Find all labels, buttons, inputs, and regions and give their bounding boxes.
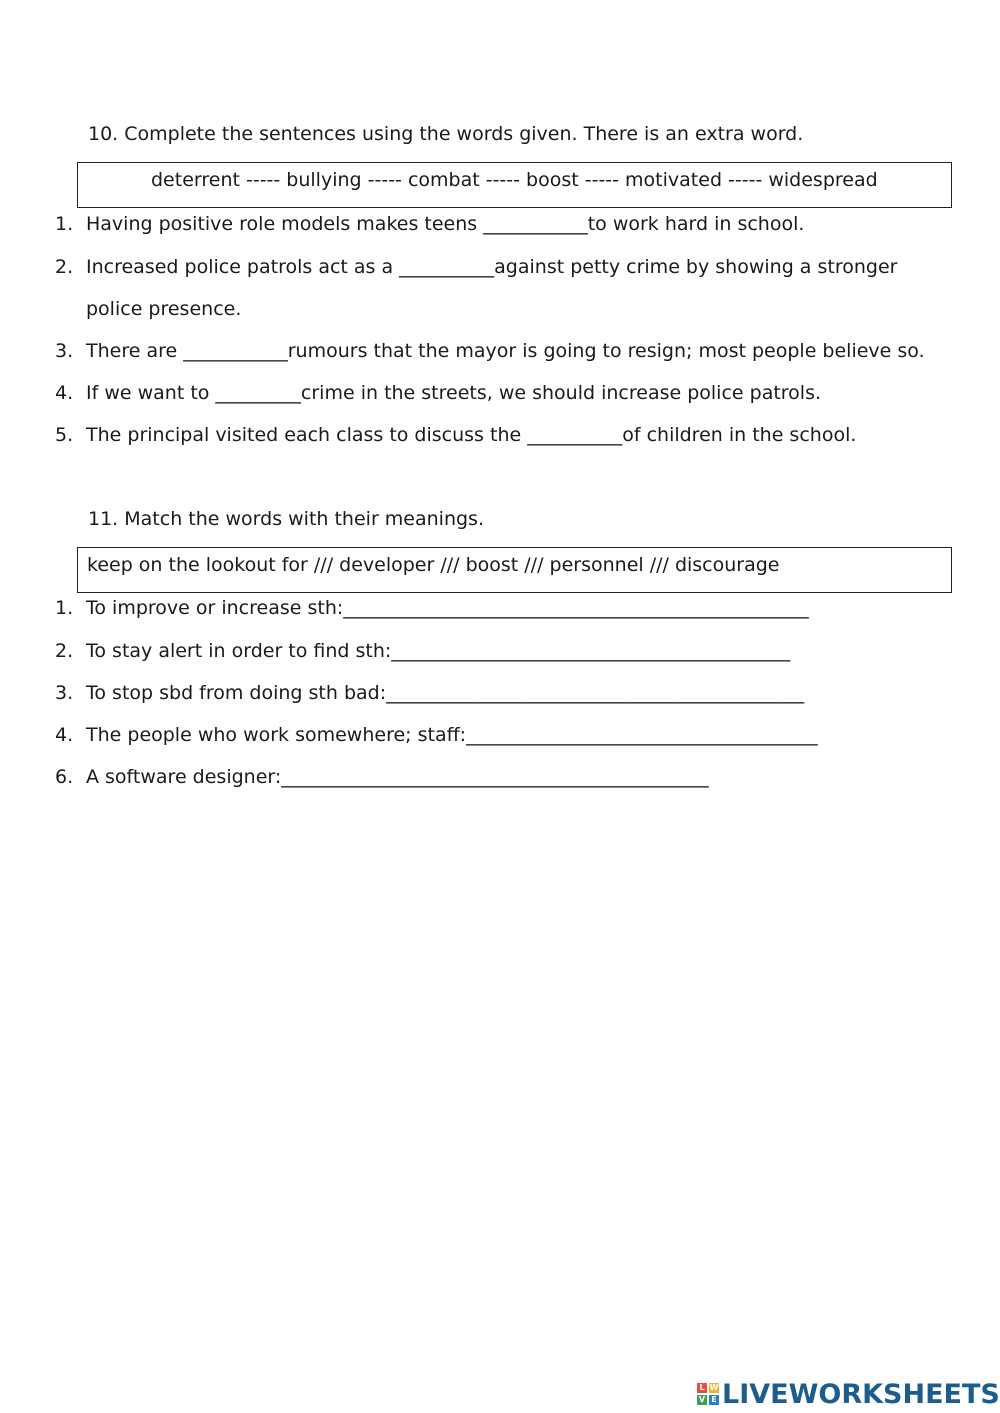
item-number: 3. [55,340,74,362]
item-text: The principal visited each class to discuss the __________of children in the school. [86,424,857,446]
section-11-instruction: 11. Match the words with their meanings. [88,508,484,530]
word-bank-text: deterrent ----- bullying ----- combat ----- boost ----- motivated ----- widespread [151,169,878,191]
logo-mark-icon [697,1383,719,1405]
item-number: 3. [55,682,74,704]
item-number: 1. [55,213,74,235]
item-number: 4. [55,724,74,746]
logo-text: LIVEWORKSHEETS [722,1378,1000,1410]
item-number: 2. [55,640,74,662]
item-text: If we want to _________crime in the streets, we should increase police patrols. [86,382,822,404]
item-text: police presence. [86,298,242,320]
item-text: To improve or increase sth:_________________________________________________ [86,597,809,619]
item-text: A software designer:_____________________________________________ [86,766,709,788]
section-11-word-bank [77,547,952,593]
item-text: There are ___________rumours that the mayor is going to resign; most people believe so. [86,340,925,362]
item-text: Having positive role models makes teens ___________to work hard in school. [86,213,805,235]
logo-mark-cell: L [697,1383,707,1393]
logo-mark-cell: E [709,1395,719,1405]
item-text: To stay alert in order to find sth:__________________________________________ [86,640,791,662]
item-number: 2. [55,256,74,278]
logo-mark-cell: W [709,1383,719,1392]
logo-mark-cell: V [698,1395,706,1404]
item-text: The people who work somewhere; staff:_____________________________________ [86,724,818,746]
section-10-word-bank [77,162,952,208]
item-number: 6. [55,766,74,788]
item-text: Increased police patrols act as a __________against petty crime by showing a stronger [86,256,898,278]
liveworksheets-logo [697,1378,1000,1410]
section-10-instruction: 10. Complete the sentences using the words given. There is an extra word. [88,123,804,145]
item-text: To stop sbd from doing sth bad:____________________________________________ [86,682,805,704]
item-number: 5. [55,424,74,446]
item-number: 4. [55,382,74,404]
item-number: 1. [55,597,74,619]
word-bank-text: keep on the lookout for /// developer /// boost /// personnel /// discourage [87,554,780,576]
